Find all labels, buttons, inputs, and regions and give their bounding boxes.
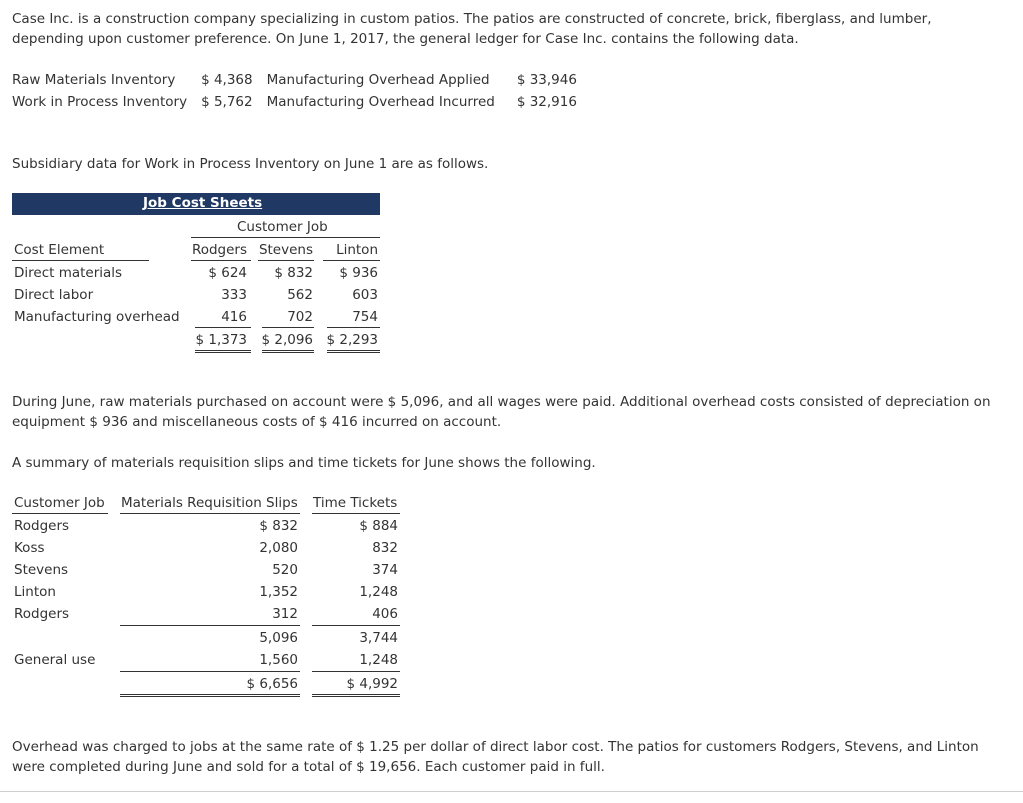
job-cost-banner: [12, 193, 380, 215]
row-label: Direct materials: [14, 265, 123, 281]
ledger-table: [12, 69, 577, 113]
ledger-row: [12, 91, 577, 113]
req-header-mat: Materials Requisition Slips: [121, 495, 298, 511]
req-header-time: Time Tickets: [313, 495, 398, 511]
summary-text: A summary of materials requisition slips and time tickets for June shows the following.: [12, 455, 596, 471]
job-cost-title: Job Cost Sheets: [143, 195, 263, 211]
total-double-rule: [262, 350, 314, 351]
req-row-mat: 2,080: [259, 540, 298, 556]
total-double-rule: [327, 350, 380, 351]
ledger-label: Manufacturing Overhead Applied: [266, 72, 490, 88]
ledger-value: $ 32,916: [516, 94, 577, 110]
total-double-rule: [120, 696, 300, 697]
req-row-mat: 1,352: [259, 584, 298, 600]
req-total-time: $ 4,992: [346, 676, 398, 692]
job-header-rodgers: Rodgers: [191, 242, 247, 258]
total-double-rule: [312, 694, 400, 695]
req-row-time: 832: [372, 540, 398, 556]
cell-value: 702: [287, 309, 313, 325]
header-rule: [12, 260, 149, 261]
row-label: Direct labor: [14, 287, 94, 303]
ledger-label: Raw Materials Inventory: [12, 72, 176, 88]
req-row-time: $ 884: [359, 518, 398, 534]
ledger-row: [12, 69, 577, 91]
req-row-time: 406: [372, 606, 398, 622]
cell-value: 416: [221, 309, 247, 325]
req-general-job: General use: [14, 652, 96, 668]
total-rule: [312, 671, 400, 672]
cell-value: $ 624: [208, 265, 247, 281]
req-row-job: Rodgers: [14, 518, 70, 534]
job-header-stevens: Stevens: [258, 242, 313, 258]
cell-value: 603: [352, 287, 378, 303]
header-rule: [191, 260, 251, 261]
header-rule: [120, 513, 300, 514]
total-double-rule: [120, 694, 300, 695]
total-double-rule: [312, 696, 400, 697]
req-row-job: Koss: [14, 540, 45, 556]
total-value: $ 2,096: [261, 332, 313, 348]
total-value: $ 1,373: [195, 332, 247, 348]
cell-value: 562: [287, 287, 313, 303]
intro-paragraph: Case Inc. is a construction company specializing in custom patios. The patios are constructed of concrete, brick, fiberglass, and lumber, depending upon customer preference. On June 1, 2017, the general ledger for Case Inc. contains the following data.: [12, 11, 932, 47]
subsidiary-text: Subsidiary data for Work in Process Inventory on June 1 are as follows.: [12, 156, 489, 172]
total-value: $ 2,293: [326, 332, 378, 348]
total-rule: [120, 671, 300, 672]
ledger-value: $ 33,946: [516, 72, 577, 88]
header-rule: [258, 260, 314, 261]
cell-value: 333: [221, 287, 247, 303]
total-double-rule: [262, 352, 314, 353]
req-row-mat: 520: [272, 562, 298, 578]
requisition-table: [12, 492, 402, 702]
req-row-mat: 312: [272, 606, 298, 622]
june-paragraph: During June, raw materials purchased on account were $ 5,096, and all wages were paid. Additional overhead costs consisted of depreciation on equipment $ 936 and miscellaneous costs of $ 416 incurred on account.: [12, 394, 991, 430]
cost-element-header: Cost Element: [14, 242, 105, 258]
overhead-paragraph: Overhead was charged to jobs at the same rate of $ 1.25 per dollar of direct labor cost. The patios for customers Rodgers, Stevens, and Linton were completed during June and sold for a total of $ 19,656. Each customer paid in full.: [12, 739, 979, 775]
req-row-time: 374: [372, 562, 398, 578]
total-double-rule: [195, 352, 251, 353]
customer-job-header: Customer Job: [237, 219, 328, 235]
header-rule: [12, 513, 108, 514]
cell-value: $ 936: [339, 265, 378, 281]
ledger-value: $ 5,762: [201, 94, 253, 110]
total-rule: [195, 327, 251, 328]
req-row-job: Rodgers: [14, 606, 70, 622]
header-rule: [312, 513, 400, 514]
job-header-linton: Linton: [336, 242, 378, 258]
req-subtotal-mat: 5,096: [259, 630, 298, 646]
ledger-label: Manufacturing Overhead Incurred: [266, 94, 495, 110]
ledger-label: Work in Process Inventory: [12, 94, 188, 110]
total-rule: [327, 327, 380, 328]
req-row-mat: $ 832: [259, 518, 298, 534]
total-double-rule: [327, 352, 380, 353]
req-header-job: Customer Job: [14, 495, 105, 511]
header-rule: [191, 237, 380, 238]
header-rule: [323, 260, 380, 261]
cell-value: 754: [352, 309, 378, 325]
req-row-job: Stevens: [14, 562, 69, 578]
req-total-mat: $ 6,656: [246, 676, 298, 692]
cell-value: $ 832: [274, 265, 313, 281]
req-row-time: 1,248: [359, 584, 398, 600]
total-double-rule: [195, 350, 251, 351]
row-label: Manufacturing overhead: [14, 309, 180, 325]
req-subtotal-time: 3,744: [359, 630, 398, 646]
req-general-mat: 1,560: [259, 652, 298, 668]
subtotal-rule: [120, 625, 300, 626]
bottom-divider: [0, 791, 1023, 792]
req-general-time: 1,248: [359, 652, 398, 668]
subtotal-rule: [312, 625, 400, 626]
req-row-job: Linton: [14, 584, 56, 600]
ledger-value: $ 4,368: [201, 72, 253, 88]
total-rule: [262, 327, 314, 328]
